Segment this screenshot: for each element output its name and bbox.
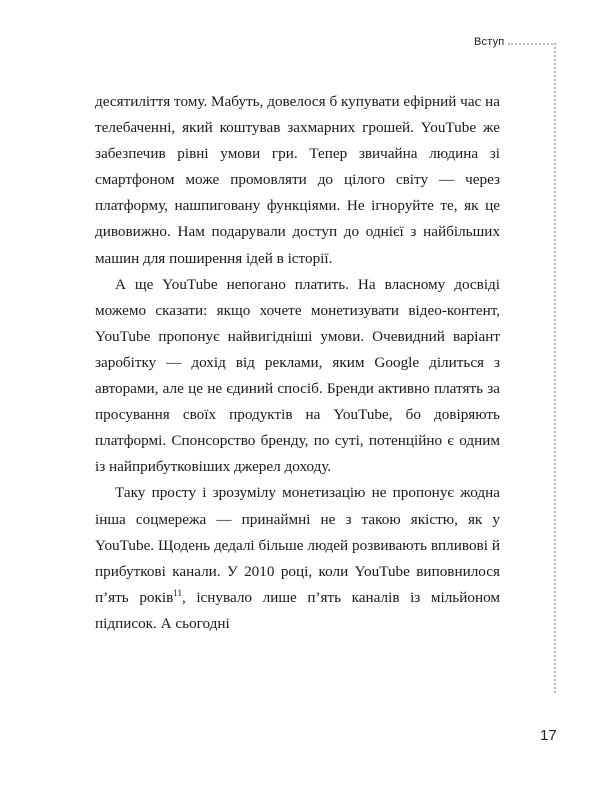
main-text — [95, 89, 500, 637]
paragraph-youtube-pays: А ще YouTube непогано платить. На власному досвіді можемо сказати: якщо хочете монетизувати відео-контент, YouTube пропонує найвигідніші умови. Очевидний варіант заробітку — дохід від реклами, яким Google ділиться з авторами, але це не єдиний спосіб. Бренди активно платять за просування своїх продуктів на YouTube, бо довіряють платформі. Спонсорство бренду, по суті, потенційно є одним із найприбутковіших джерел доходу. — [95, 275, 500, 476]
running-header-title: Вступ — [474, 36, 505, 48]
paragraph-text-before-note: Таку просту і зрозумілу монетизацію не пропонує жодна інша соцмережа — принаймні не з такою якістю, як у YouTube. Щодень дедалі більше людей розвивають впливові й прибуткові канали. У 2010 році, коли YouTube виповнилося п’ять років — [95, 484, 500, 606]
margin-dotted-rule — [554, 43, 556, 693]
paragraph-monetization — [95, 480, 500, 637]
footnote-reference[interactable]: 11 — [173, 587, 182, 598]
paragraph-continuation: десятиліття тому. Мабуть, довелося б купувати ефірний час на телебаченні, який коштував захмарних грошей. YouTube же забезпечив рівні умови гри. Тепер звичайна людина зі смартфоном може промовляти до цілого світу — через платформу, нашпиговану функціями. Не ігноруйте те, як це дивовижно. Нам подарували доступ до однієї з найбільших машин для поширення ідей в історії. — [95, 93, 500, 267]
page-number: 17 — [540, 727, 557, 744]
paragraph-text-after-note: , існувало лише п’ять каналів із мільйоном підписок. А сьогодні — [95, 588, 500, 632]
header-dotted-rule — [508, 43, 556, 45]
